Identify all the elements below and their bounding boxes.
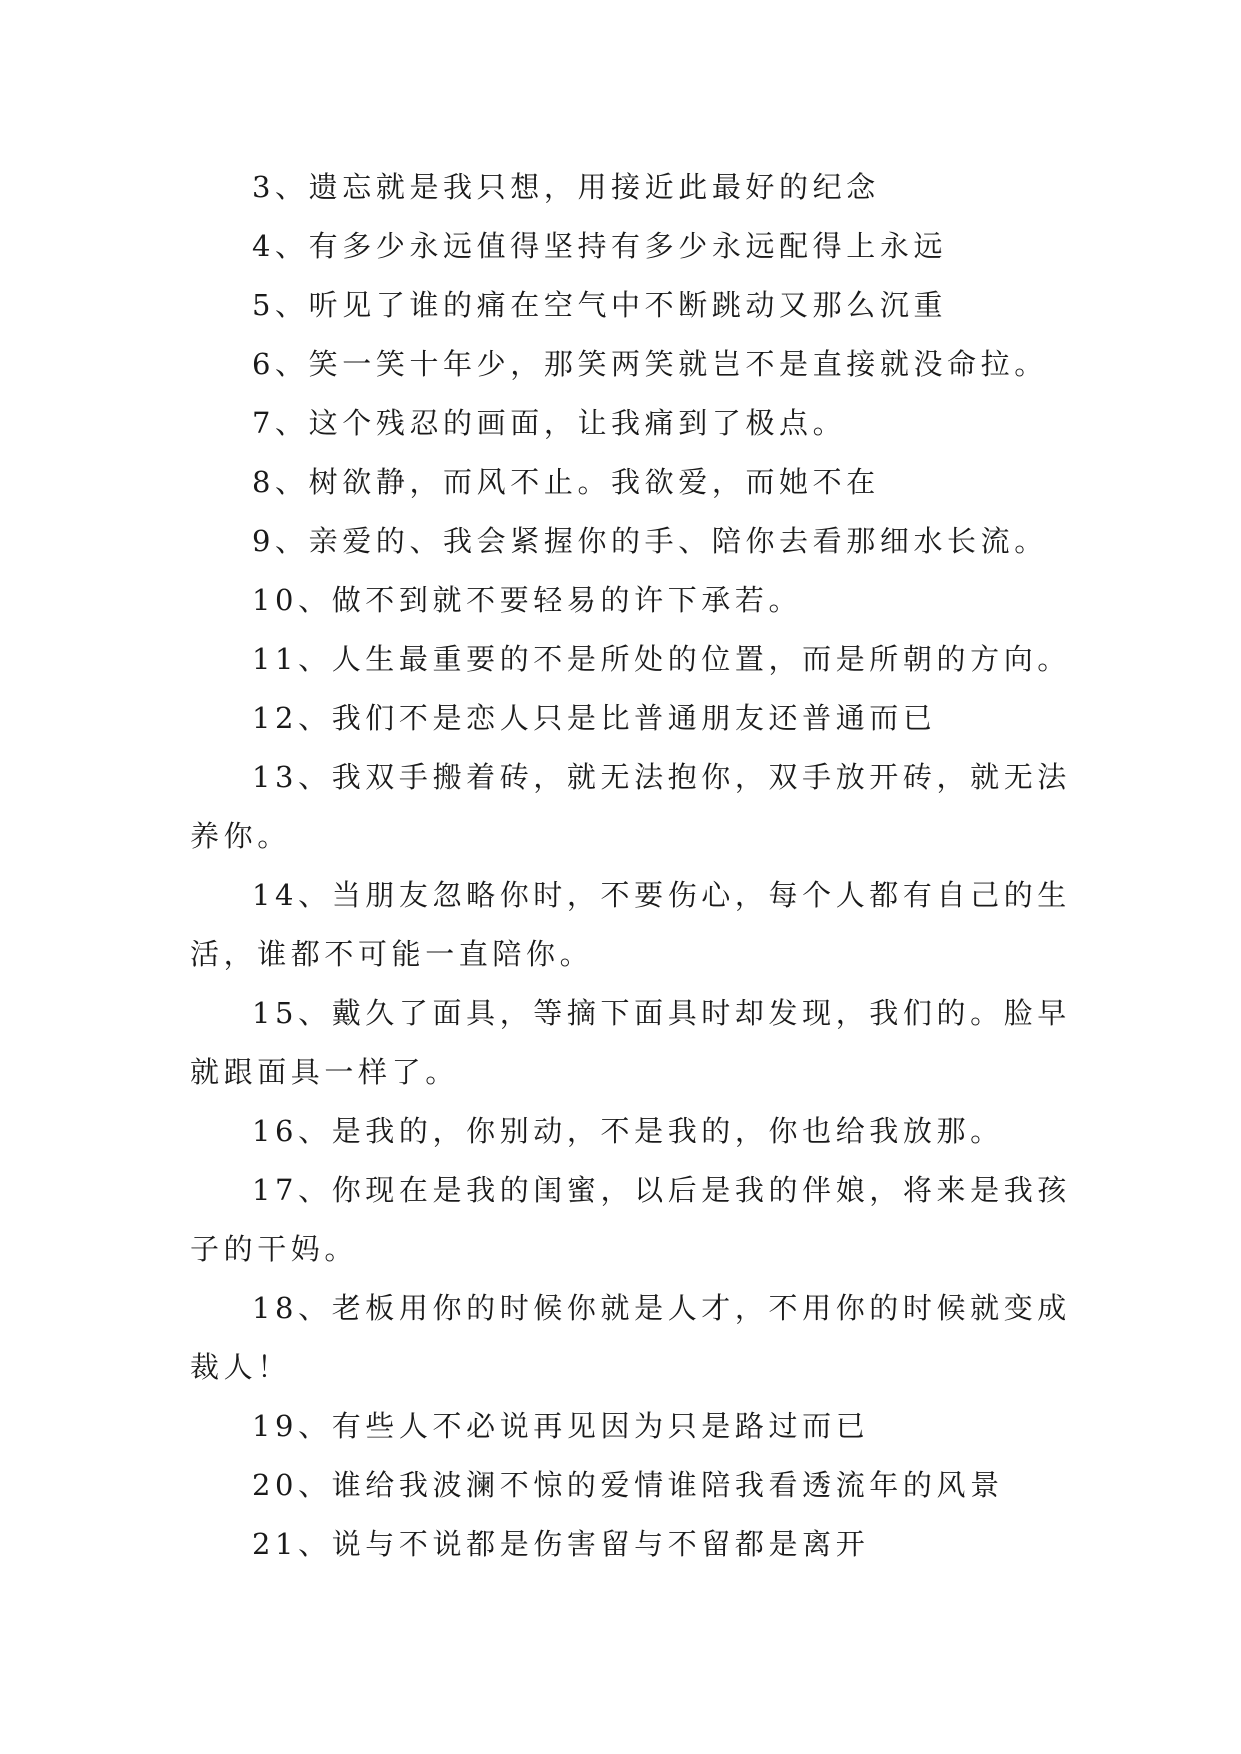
- paragraph-19: 19、有些人不必说再见因为只是路过而已: [252, 1409, 870, 1443]
- paragraph-8: 8、树欲静，而风不止。我欲爱，而她不在: [252, 465, 880, 499]
- paragraph-4: 4、有多少永远值得坚持有多少永远配得上永远: [252, 229, 948, 263]
- paragraph-9: 9、亲爱的、我会紧握你的手、陪你去看那细水长流。: [252, 524, 1048, 558]
- paragraph-21: 21、说与不说都是伤害留与不留都是离开: [252, 1527, 870, 1561]
- paragraph-12: 12、我们不是恋人只是比普通朋友还普通而已: [252, 701, 937, 735]
- paragraph-11: 11、人生最重要的不是所处的位置，而是所朝的方向。: [252, 642, 1071, 676]
- paragraph-14: 14、当朋友忽略你时，不要伤心，每个人都有自己的生活，谁都不可能一直陪你。: [190, 878, 1071, 971]
- document-body: [190, 158, 1090, 1574]
- paragraph-10: 10、做不到就不要轻易的许下承若。: [252, 583, 803, 617]
- paragraph-5: 5、听见了谁的痛在空气中不断跳动又那么沉重: [252, 288, 948, 322]
- paragraph-6: 6、笑一笑十年少，那笑两笑就岂不是直接就没命拉。: [252, 347, 1048, 381]
- paragraph-3: 3、遗忘就是我只想，用接近此最好的纪念: [252, 170, 880, 204]
- paragraph-7: 7、这个残忍的画面，让我痛到了极点。: [252, 406, 847, 440]
- paragraph-20: 20、谁给我波澜不惊的爱情谁陪我看透流年的风景: [252, 1468, 1004, 1502]
- paragraph-18: 18、老板用你的时候你就是人才，不用你的时候就变成裁人！: [190, 1291, 1071, 1384]
- paragraph-15: 15、戴久了面具，等摘下面具时却发现，我们的。脸早就跟面具一样了。: [190, 996, 1071, 1089]
- paragraph-16: 16、是我的，你别动，不是我的，你也给我放那。: [252, 1114, 1004, 1148]
- paragraph-17: 17、你现在是我的闺蜜，以后是我的伴娘，将来是我孩子的干妈。: [190, 1173, 1071, 1266]
- paragraph-13: 13、我双手搬着砖，就无法抱你，双手放开砖，就无法养你。: [190, 760, 1071, 853]
